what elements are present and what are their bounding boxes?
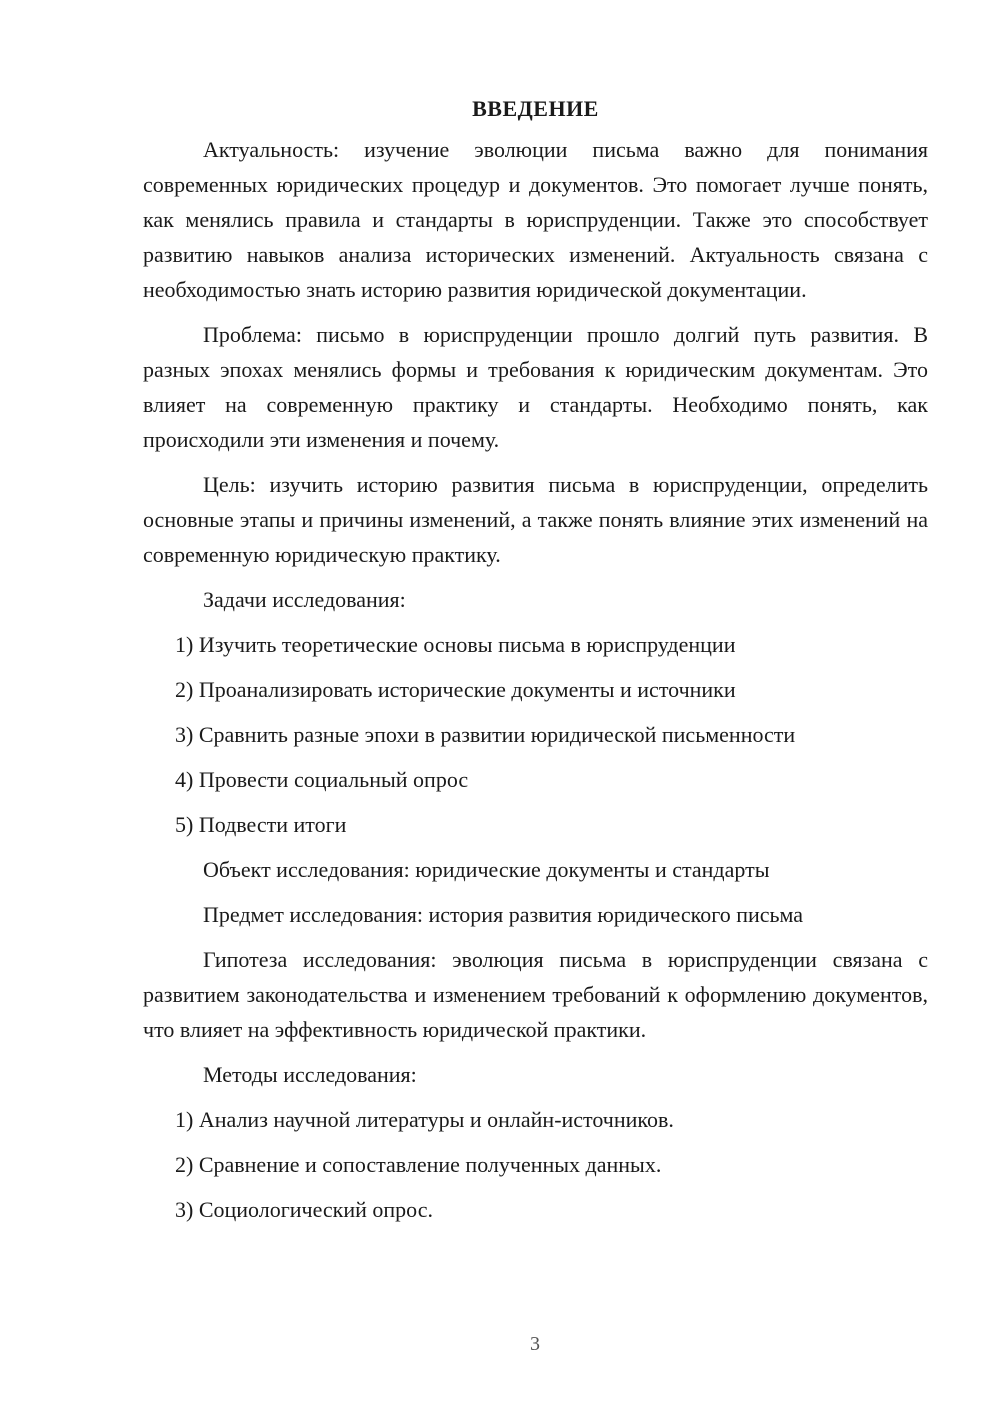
method-item: 2) Сравнение и сопоставление полученных данных.: [175, 1152, 662, 1177]
relevance-paragraph: Актуальность: изучение эволюции письма важно для понимания современных юридических процедур и документов. Это помогает лучше понять, как менялись правила и стандарты в юриспруденции. Также это способствует развитию навыков анализа исторических изменений. Актуальность связана с необходимостью знать историю развития юридической документации.: [143, 137, 928, 302]
section-title: ВВЕДЕНИЕ: [472, 96, 599, 121]
problem-paragraph: Проблема: письмо в юриспруденции прошло долгий путь развития. В разных эпохах менялись формы и требования к юридическим документам. Это влияет на современную практику и стандарты. Необходимо понять, как происходили эти изменения и почему.: [143, 322, 928, 452]
page-content: [143, 94, 928, 1237]
task-item: 1) Изучить теоретические основы письма в юриспруденции: [175, 632, 736, 657]
goal-paragraph: Цель: изучить историю развития письма в юриспруденции, определить основные этапы и причины изменений, а также понять влияние этих изменений на современную юридическую практику.: [143, 472, 928, 567]
task-item: 2) Проанализировать исторические документы и источники: [175, 677, 736, 702]
task-item: 5) Подвести итоги: [175, 812, 347, 837]
method-item: 1) Анализ научной литературы и онлайн-источников.: [175, 1107, 674, 1132]
object-paragraph: Объект исследования: юридические документы и стандарты: [203, 857, 770, 882]
task-item: 4) Провести социальный опрос: [175, 767, 469, 792]
subject-paragraph: Предмет исследования: история развития юридического письма: [203, 902, 804, 927]
hypothesis-paragraph: Гипотеза исследования: эволюция письма в юриспруденции связана с развитием законодательства и изменением требований к оформлению документов, что влияет на эффективность юридической практики.: [143, 947, 928, 1042]
tasks-list: [143, 627, 928, 842]
methods-list: [143, 1102, 928, 1227]
page-number: 3: [530, 1333, 540, 1355]
methods-heading: Методы исследования:: [203, 1062, 417, 1087]
method-item: 3) Социологический опрос.: [175, 1197, 433, 1222]
tasks-heading: Задачи исследования:: [203, 587, 406, 612]
task-item: 3) Сравнить разные эпохи в развитии юридической письменности: [175, 722, 796, 747]
